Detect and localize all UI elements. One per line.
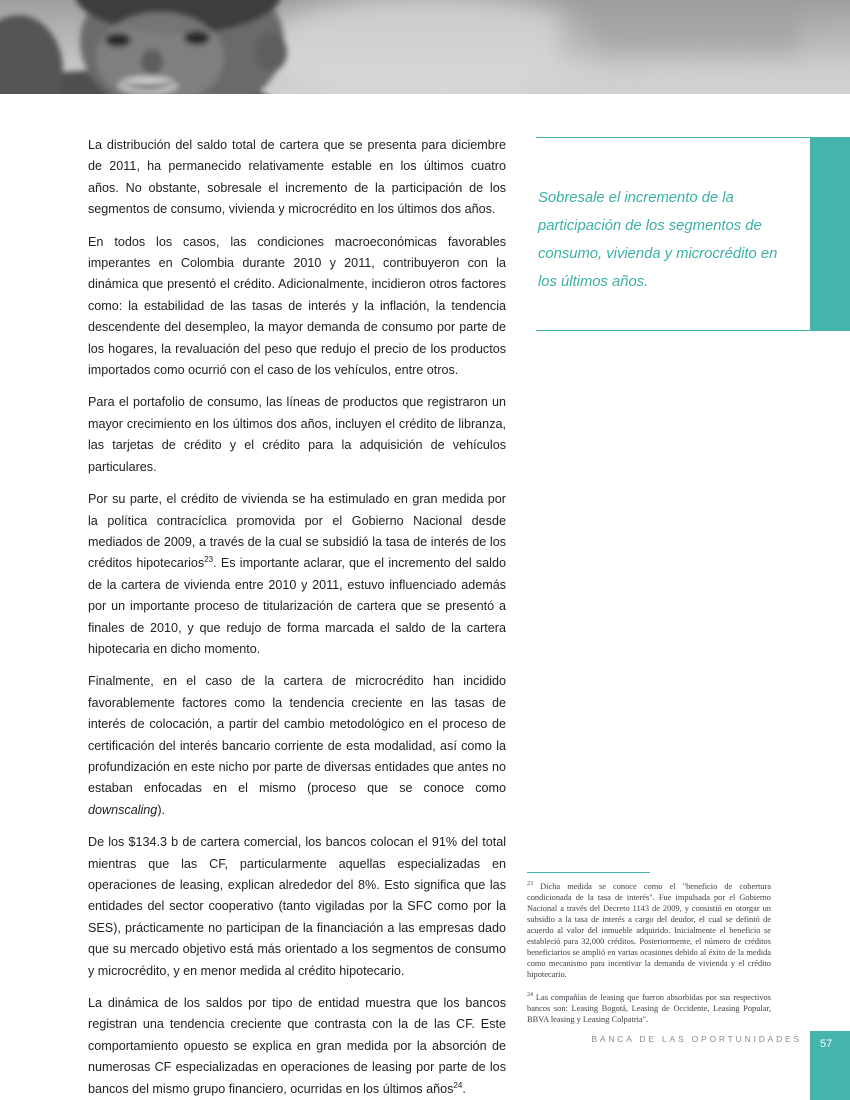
- text-run: Por su parte, el crédito de vivienda se ha estimulado en gran medida por la política contracíclica promovida por el Gobierno Nacional desde mediados de 2009, a través de la cual se subsidió la tasa de interés de los créditos hipotecarios: [88, 492, 506, 571]
- footnote: [527, 881, 771, 980]
- body-paragraph: [88, 232, 506, 382]
- body-paragraph: [88, 671, 506, 821]
- text-run: ).: [157, 802, 166, 817]
- child-photo-illustration: [0, 0, 850, 94]
- footnote-text: Las compañías de leasing que fueron absorbidas por sus respectivos bancos son: Leasing Bogotá, Leasing de Occidente, Leasing Popular, BBVA leasing y Leasing Colpatria".: [527, 993, 771, 1024]
- pull-quote-text: Sobresale el incremento de la participación de los segmentos de consumo, vivienda y microcrédito en los últimos años.: [538, 190, 778, 290]
- pull-quote-block: [536, 137, 810, 331]
- body-paragraph: [88, 993, 506, 1100]
- footnotes-list: [527, 881, 771, 1025]
- footnote-text: Dicha medida se conoce como el "beneficio de cobertura condicionada de la tasa de interés". Fue impulsada por el Gobierno Nacional a través del Decreto 1143 de 2009, y consistió en otorgar un subsidio a la tasa de interés a cargo del deudor, el cual se definió de acuerdo al valor del inmueble adquirido. Inicialmente el beneficio se estableció para 32,000 créditos. Posteriormente, el número de créditos beneficiarios se amplió en varias ocasiones debido al éxito de la medida como mecanismo para incentivar la demanda de vivienda y el crédito hipotecario.: [527, 882, 771, 979]
- page-number: 57: [820, 1038, 833, 1050]
- text-run: La dinámica de los saldos por tipo de entidad muestra que los bancos registran una tendencia creciente que contrasta con la de las CF. Este comportamiento opuesto se explica en gran medida por la absorción de numerosas CF especializadas en operaciones de leasing por parte de los bancos del mismo grupo financiero, ocurridas en los últimos años: [88, 996, 506, 1096]
- text-run: Finalmente, en el caso de la cartera de microcrédito han incidido favorablemente factores como la tendencia creciente en las tasas de interés de colocación, a partir del cambio metodológico en el proceso de certificación del interés bancario corriente de esta modalidad, así como la profundización en este nicho por parte de diversas entidades que antes no estaban enfocadas en el mismo (proceso que se conoce como: [88, 674, 506, 796]
- text-run: En todos los casos, las condiciones macroeconómicas favorables imperantes en Colombia durante 2010 y 2011, contribuyeron con la dinámica que presentó el crédito. Adicionalmente, incidieron otros factores como: la estabilidad de las tasas de interés y la inflación, la tendencia descendente del desempleo, la mayor demanda de consumo por parte de los hogares, la revaluación del peso que redujo el precio de los productos importados como ocurrió con el caso de los vehículos, entre otros.: [88, 234, 506, 378]
- text-run: Para el portafolio de consumo, las líneas de productos que registraron un mayor crecimiento en los últimos dos años, incluyen el crédito de libranza, las tarjetas de crédito y el crédito para la adquisición de vehículos particulares.: [88, 395, 506, 474]
- header-photo: [0, 0, 850, 94]
- body-paragraph: [88, 489, 506, 660]
- footnote-marker: 24: [527, 992, 533, 999]
- footnotes-section: [527, 872, 771, 1037]
- body-paragraph: [88, 135, 506, 221]
- footnote: [527, 992, 771, 1025]
- footnote-separator-rule: [527, 872, 650, 873]
- body-paragraph: [88, 832, 506, 982]
- teal-side-bar: [810, 137, 850, 331]
- footnote-reference: 24: [453, 1080, 463, 1090]
- footnote-marker: 23: [527, 881, 533, 888]
- body-paragraph: [88, 392, 506, 478]
- text-run: La distribución del saldo total de cartera que se presenta para diciembre de 2011, ha permanecido relativamente estable en los últimos cuatro años. No obstante, sobresale el incremento de la participación de los segmentos de consumo, vivienda y microcrédito en los últimos dos años.: [88, 138, 506, 217]
- page-number-badge: [810, 1031, 850, 1100]
- text-run: . Es importante aclarar, que el incremento del saldo de la cartera de vivienda entre 2010 y 2011, estuvo influenciado además por un importante proceso de titularización de cartera que se presentó a finales de 2010, y que redujo de forma marcada el saldo de la cartera hipotecaria en dicho momento.: [88, 556, 506, 656]
- footnote-reference: 23: [204, 555, 214, 565]
- text-run: downscaling: [88, 802, 158, 817]
- article-body: [88, 135, 506, 1100]
- footer-brand-text: BANCA DE LAS OPORTUNIDADES: [591, 1034, 802, 1044]
- text-run: .: [462, 1081, 466, 1096]
- text-run: De los $134.3 b de cartera comercial, los bancos colocan el 91% del total mientras que las CF, particularmente aquellas especializadas en operaciones de leasing, explican alrededor del 8%. Esto significa que las entidades del sector cooperativo (tanto vigiladas por la SFC como por la SES), prácticamente no participan de la financiación a las empresas dado que su mercado objetivo está más orientado a los segmentos de consumo y microcrédito, y en menor medida al crédito hipotecario.: [88, 835, 506, 978]
